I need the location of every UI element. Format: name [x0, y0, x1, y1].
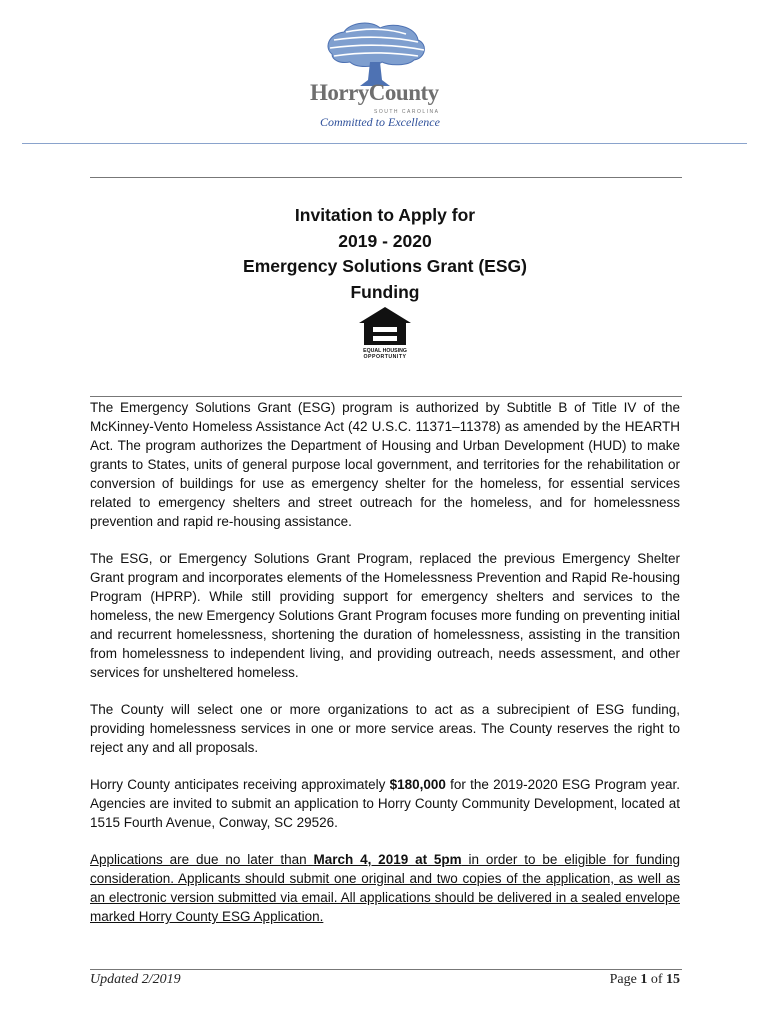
page-title — [90, 203, 680, 305]
title-line-1: Invitation to Apply for — [294, 205, 476, 225]
brand-tagline: Committed to Excellence — [320, 115, 440, 129]
paragraph-5 — [90, 850, 680, 926]
page-number — [610, 972, 680, 988]
deadline-text-rest: in order to be eligible for funding consideration. Applicants should submit one original and two copies of the application, as well as an electronic version submitted via email. All applications should be delivered in a sealed envelope marked Horry County ESG Application. — [90, 852, 680, 924]
brand-name: HorryCounty — [310, 80, 439, 105]
eho-line-1: EQUAL HOUSING — [363, 348, 407, 354]
funding-amount: $180,000 — [389, 777, 446, 792]
tree-logo-icon — [320, 20, 430, 88]
title-line-3: Emergency Solutions Grant (ESG) — [243, 256, 527, 276]
paragraph-2: The ESG, or Emergency Solutions Grant Program, replaced the previous Emergency Shelter Grant program and incorporates elements of the Homelessness Prevention and Rapid Re-housing Program (HPRP). While still providing support for emergency shelters and services to the homeless, the new Emergency Solutions Grant Program focuses more funding on preventing initial and recurrent homelessness, shortening the duration of homelessness, assisting in the transition from homelessness to independent living, and providing outreach, needs assessment, and other services for unsheltered homeless. — [90, 551, 680, 680]
eho-line-2: OPPORTUNITY — [363, 354, 407, 360]
funding-text-lead: Horry County anticipates receiving approximately — [90, 777, 390, 792]
current-page: 1 — [640, 972, 648, 987]
deadline-text-lead: Applications are due no later than — [90, 852, 314, 867]
paragraph-3: The County will select one or more organizations to act as a subrecipient of ESG funding, providing homelessness services in one or more service areas. The County reserves the right to reject any and all proposals. — [90, 702, 680, 755]
document-body — [90, 398, 680, 944]
body-top-divider — [90, 396, 682, 397]
header-divider — [22, 143, 747, 144]
paragraph-4 — [90, 775, 680, 832]
paragraph-1: The Emergency Solutions Grant (ESG) program is authorized by Subtitle B of Title IV of the McKinney-Vento Homeless Assistance Act (42 U.S.C. 11371–11378) as amended by the HEARTH Act. The program authorizes the Department of Housing and Urban Development (HUD) to make grants to States, units of general purpose local government, and territories for the rehabilitation or conversion of buildings for use as emergency shelter for the homeless, for essential services related to emergency shelters and street outreach for the homeless, and for homelessness prevention and rapid re-housing assistance. — [90, 400, 680, 529]
title-line-2: 2019 - 2020 — [338, 230, 432, 251]
funding-text-rest: for the 2019-2020 ESG Program year. Agencies are invited to submit an application to Horry County Community Development, located at 1515 Fourth Avenue, Conway, SC 29526. — [90, 777, 680, 830]
title-top-divider — [90, 177, 682, 178]
page-label: Page — [609, 972, 641, 987]
title-line-4: Funding — [350, 281, 420, 302]
brand-subtitle: SOUTH CAROLINA — [374, 109, 440, 115]
equal-housing-icon — [357, 305, 413, 360]
of-label: of — [647, 972, 666, 987]
deadline-date: March 4, 2019 at 5pm — [313, 852, 462, 867]
updated-date: Updated 2/2019 — [90, 972, 181, 987]
equal-housing-logo — [357, 305, 413, 360]
footer-divider — [90, 969, 682, 970]
total-pages: 15 — [666, 972, 680, 987]
horry-county-logo — [300, 20, 470, 130]
